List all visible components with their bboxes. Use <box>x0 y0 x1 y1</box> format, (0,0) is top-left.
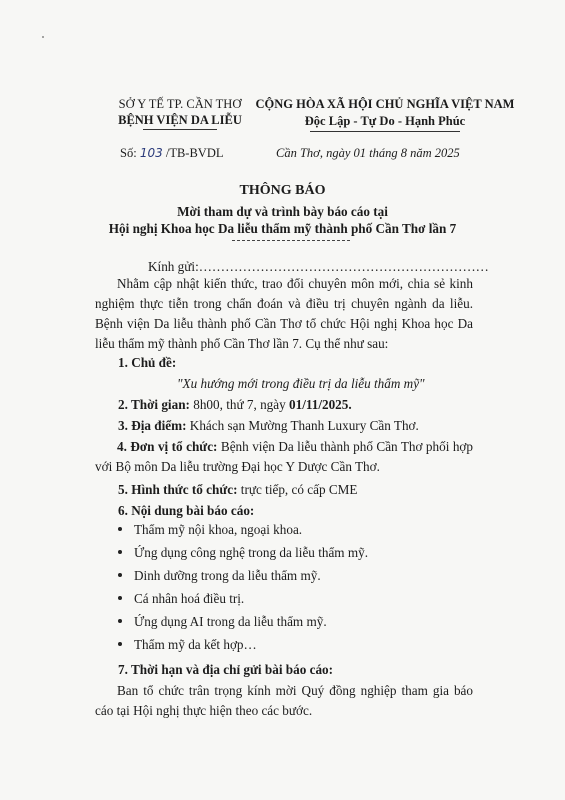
time-date: 01/11/2025. <box>289 397 352 412</box>
intro-paragraph: Nhằm cập nhật kiến thức, trao đổi chuyên môn mới, chia sẻ kinh nghiệm thực tiễn trong chẩn đoán và điều trị chuyên ngành da liễu. Bệnh viện Da liễu thành phố Cần Thơ tổ chức Hội nghị Khoa học Da liễu thẩm mỹ thành phố Cần Thơ lần 7. Cụ thể như sau: <box>95 276 473 351</box>
section-time <box>118 395 352 415</box>
national-header-block <box>245 96 525 132</box>
content-item-text: Dinh dưỡng trong da liễu thẩm mỹ. <box>134 568 321 583</box>
hospital-name: BỆNH VIỆN DA LIỄU <box>118 113 242 127</box>
bullet-icon <box>118 619 122 623</box>
content-item <box>118 637 257 653</box>
doc-number-prefix: Số: <box>120 146 140 160</box>
section-place <box>118 416 419 436</box>
content-item-text: Thẩm mỹ da kết hợp… <box>134 637 257 652</box>
content-item <box>118 591 244 607</box>
section-content-label: 6. Nội dung bài báo cáo: <box>118 503 255 518</box>
hospital-underline <box>143 129 217 130</box>
section-format <box>118 480 357 500</box>
doc-number-suffix: /TB-BVDL <box>162 146 224 160</box>
organizer-value: Bệnh viện Da liễu thành phố Cần Thơ phối hợp với Bộ môn Da liễu trường Đại học Y Dược Cần Thơ. <box>95 439 473 474</box>
section-organizer <box>95 437 473 477</box>
place-value: Khách sạn Mường Thanh Luxury Cần Thơ. <box>186 418 419 433</box>
content-item <box>118 522 302 538</box>
content-item <box>118 614 327 630</box>
bullet-icon <box>118 642 122 646</box>
time-value: 8h00, thứ 7, ngày <box>189 397 290 412</box>
republic-name: CỘNG HÒA XÃ HỘI CHỦ NGHĨA VIỆT NAM <box>255 97 515 111</box>
content-item-text: Ứng dụng công nghệ trong da liễu thẩm mỹ. <box>134 545 369 560</box>
scan-speck <box>42 36 44 38</box>
content-item-text: Cá nhân hoá điều trị. <box>134 591 245 606</box>
section-topic-label: 1. Chủ đề: <box>118 355 177 370</box>
content-item <box>118 545 368 561</box>
greeting-line: Kính gửi:………………………………………………………… <box>148 259 489 274</box>
content-item-text: Ứng dụng AI trong da liễu thẩm mỹ. <box>134 614 327 629</box>
document-date: Cần Thơ, ngày 01 tháng 8 năm 2025 <box>276 146 460 160</box>
section-deadline-label: 7. Thời hạn và địa chỉ gửi bài báo cáo: <box>118 662 334 677</box>
doc-number-handwritten: 103 <box>139 146 163 160</box>
format-value: trực tiếp, có cấp CME <box>237 482 358 497</box>
document-number <box>120 146 223 161</box>
national-motto: Độc Lập - Tự Do - Hạnh Phúc <box>304 114 466 128</box>
content-item <box>118 568 321 584</box>
bullet-icon <box>118 596 122 600</box>
closing-paragraph: Ban tổ chức trân trọng kính mời Quý đồng nghiệp tham gia báo cáo tại Hội nghị thực hiện theo các bước. <box>95 683 473 718</box>
place-label: 3. Địa điểm: <box>118 418 187 433</box>
format-label: 5. Hình thức tổ chức: <box>118 482 238 497</box>
bullet-icon <box>118 573 122 577</box>
bullet-icon <box>118 527 122 531</box>
subtitle-rule <box>232 240 350 241</box>
issuing-agency-block <box>95 96 265 130</box>
content-item-text: Thẩm mỹ nội khoa, ngoại khoa. <box>134 522 303 537</box>
motto-underline <box>310 131 460 132</box>
document-subtitle-2: Hội nghị Khoa học Da liễu thẩm mỹ thành phố Cần Thơ lần 7 <box>108 221 457 236</box>
agency-name: SỞ Y TẾ TP. CẦN THƠ <box>118 97 242 111</box>
time-label: 2. Thời gian: <box>118 397 190 412</box>
document-subtitle-1: Mời tham dự và trình bày báo cáo tại <box>177 204 388 219</box>
section-topic-value: "Xu hướng mới trong điều trị da liễu thẩm mỹ" <box>177 376 425 391</box>
document-title: THÔNG BÁO <box>239 183 326 198</box>
bullet-icon <box>118 550 122 554</box>
organizer-label: 4. Đơn vị tổ chức: <box>117 439 218 454</box>
